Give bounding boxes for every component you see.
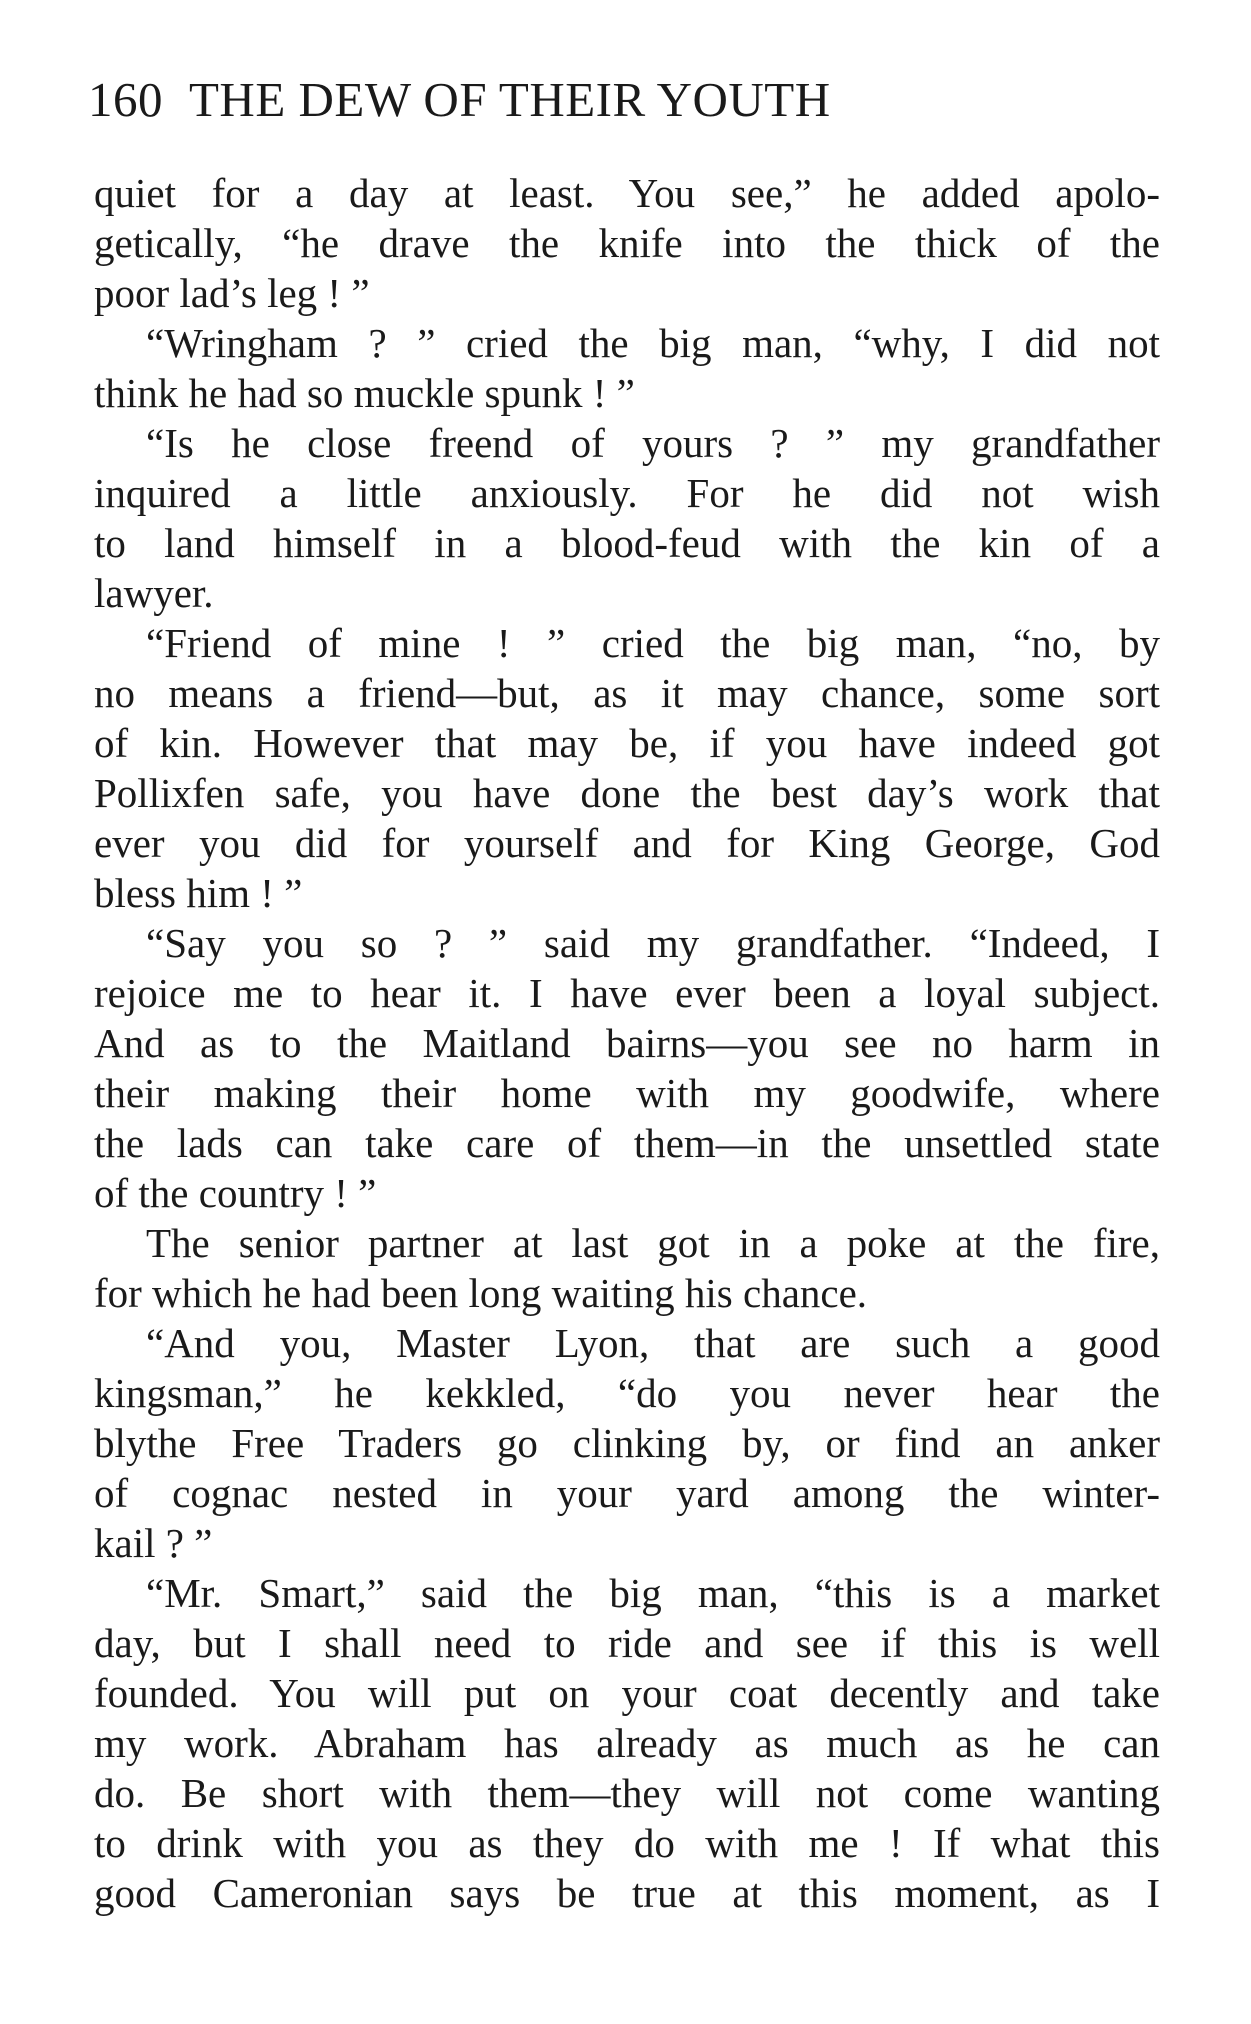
text-line: Pollixfen safe, you have done the best day’s work that [94, 770, 1160, 816]
body-text [94, 168, 1160, 1918]
running-head [88, 70, 1178, 130]
text-line: no means a friend—but, as it may chance, some sort [94, 670, 1160, 716]
text-line: founded. You will put on your coat decently and take [94, 1670, 1160, 1716]
text-line: quiet for a day at least. You see,” he added apolo- [94, 170, 1160, 216]
text-line: of cognac nested in your yard among the winter- [94, 1470, 1160, 1516]
text-line: day, but I shall need to ride and see if this is well [94, 1620, 1160, 1666]
text-line: bless him ! ” [94, 870, 303, 916]
text-line: rejoice me to hear it. I have ever been a loyal subject. [94, 970, 1160, 1016]
text-line: kail ? ” [94, 1520, 213, 1566]
text-line: good Cameronian says be true at this moment, as I [94, 1870, 1160, 1916]
text-line: ever you did for yourself and for King George, God [94, 820, 1160, 866]
page-number: 160 [88, 72, 163, 127]
text-line: think he had so muckle spunk ! ” [94, 370, 635, 416]
text-line: kingsman,” he kekkled, “do you never hear the [94, 1370, 1160, 1416]
text-line: for which he had been long waiting his chance. [94, 1270, 868, 1316]
text-line: my work. Abraham has already as much as he can [94, 1720, 1160, 1766]
book-title: THE DEW OF THEIR YOUTH [189, 72, 831, 127]
text-line: blythe Free Traders go clinking by, or find an anker [94, 1420, 1160, 1466]
text-line: to drink with you as they do with me ! If what this [94, 1820, 1160, 1866]
text-line: “Wringham ? ” cried the big man, “why, I did not [146, 320, 1160, 366]
text-line: do. Be short with them—they will not come wanting [94, 1770, 1160, 1816]
text-line: of kin. However that may be, if you have indeed got [94, 720, 1160, 766]
text-line: inquired a little anxiously. For he did not wish [94, 470, 1160, 516]
text-line: “And you, Master Lyon, that are such a good [146, 1320, 1160, 1366]
text-line: “Friend of mine ! ” cried the big man, “no, by [146, 620, 1160, 666]
text-line: “Say you so ? ” said my grandfather. “Indeed, I [146, 920, 1160, 966]
text-line: to land himself in a blood-feud with the kin of a [94, 520, 1160, 566]
text-line: “Is he close freend of yours ? ” my grandfather [146, 420, 1160, 466]
text-line: their making their home with my goodwife, where [94, 1070, 1160, 1116]
text-line: poor lad’s leg ! ” [94, 270, 370, 316]
text-line: The senior partner at last got in a poke at the fire, [146, 1220, 1160, 1266]
text-line: lawyer. [94, 570, 214, 616]
text-line: the lads can take care of them—in the unsettled state [94, 1120, 1160, 1166]
text-line: getically, “he drave the knife into the thick of the [94, 220, 1160, 266]
text-line: “Mr. Smart,” said the big man, “this is a market [146, 1570, 1160, 1616]
text-line: of the country ! ” [94, 1170, 377, 1216]
text-line: And as to the Maitland bairns—you see no harm in [94, 1020, 1160, 1066]
